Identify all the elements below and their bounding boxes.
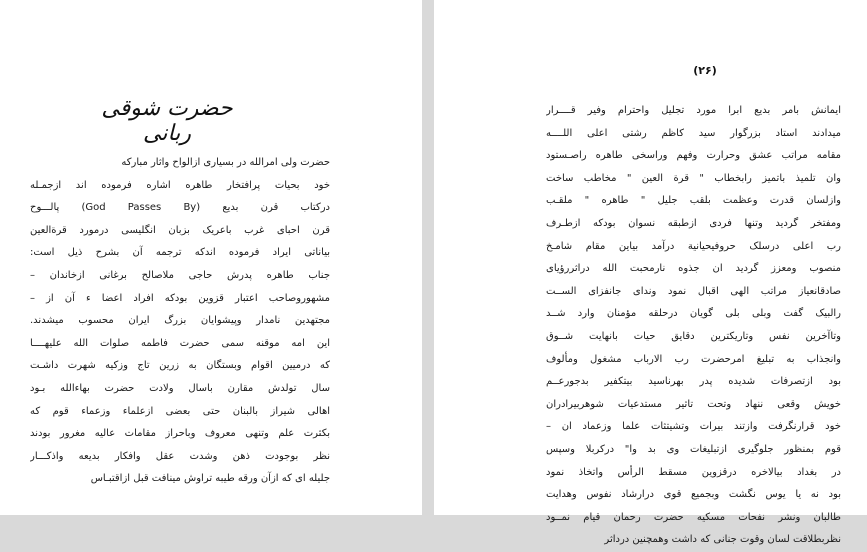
right-page-text-line: رالبیک گفت وبلی بلی گویان درحلقه مؤمنان وارد شــد (546, 308, 841, 320)
left-page (0, 0, 422, 515)
left-page-text-line: بکثرت علم وتنهی معروف وباحراز مقامات عالیه مغرور بودند (30, 428, 330, 440)
left-page-text-line: سال تولدش مقارن باسال ولادت حضرت بهاءالله بـود (30, 382, 330, 394)
left-page-body (30, 152, 330, 491)
left-page-text-line: جناب طاهره پدرش حاجی ملاصالح برغانی ازخاندان – (30, 269, 330, 281)
right-page-text-line: وانجذاب به تبلیغ امرحضرت رب الارباب مشغول ومألوف (546, 353, 841, 365)
right-page-text-line: طالبان ونشر نفحات مسکیه حضرت رحمان قیام نمــود (546, 511, 841, 523)
right-page-text-line: مقامه مراتب عشق وحرارت وفهم وراسخی طاهره راصـستود (546, 150, 841, 162)
right-page-text-line: در بغداد بیالاخره درقزوین مسقط الرأس واتخاذ نمود (546, 466, 841, 478)
left-page-text-line: حضرت ولی امرالله در بسیاری ازالواح واثار مبارکه (121, 157, 330, 168)
right-page-text-line: خود قرارنگرفت وازتند بیرات وتشیتثات علما وزعماد ان – (546, 421, 841, 433)
page-number: (۲۶) (693, 64, 717, 77)
left-page-text-line: قرن احبای غرب باعریک بزبان انگلیسی درمورد قرةالعین (30, 224, 330, 236)
left-page-text-line: جلیله ای که ازآن ورقه طیبه تراوش مینافت قبل ازاقتبـاس (90, 473, 330, 485)
right-page-text-line: وان تلمیذ باتمیز رابخطاب " قرة العین " مخاطب ساخت (546, 172, 841, 184)
right-page-body (546, 100, 841, 552)
left-page-text-line: مشهوروصاحب اعتبار قزوین بودکه افراد اعضا ء آن از – (30, 292, 330, 304)
right-page-text-line: ایمانش بامر بدیع ابرا مورد تجلیل واحترام وفیر قــــرار (546, 105, 841, 116)
left-page-text-line: مجتهدین نامدار وپیشوایان بزرگ ایران محسوب میشدند. (30, 315, 330, 327)
right-page-text-line: بود نه یا یوس نگشت وبجمیع قوی درارشاد نفوس وهدایت (546, 489, 841, 501)
right-page-text-line: رب اعلی درسلک حروفیحیانیة درآمد بیاین مقام شامـخ (546, 240, 841, 252)
left-page-text-line: اهالی شیراز بالبنان حتی بعضی ازعلماء وزعماء قوم که (30, 405, 330, 417)
left-page-text-line: نظر بوجودت ذهن وشدت عقل وافکار بدیعه واذکـــار (30, 450, 330, 462)
right-page-text-line: منصوب ومعزز گردید ان جذوه نارمحبت الله دراثررؤیای (546, 263, 841, 275)
right-page-text-line: قوم بمنظور جلوگیری ازتبلیغات وی بد وا" درکربلا وسپس (546, 443, 841, 455)
left-page-text-line: این امه موقنه سمی حضرت فاطمه صلوات الله علیهــــا (30, 337, 330, 349)
book-gutter (422, 0, 434, 515)
right-page-text-line: ومفتخر گردید وتنها فردی ازطبقه نسوان بودکه ازطـرف (546, 217, 841, 229)
page-title: حضرت شوقی ربانی (101, 96, 233, 146)
right-page-text-line: وازلسان قدرت وعظمت بلقب جلیل " طاهره " ملقـب (546, 195, 841, 207)
left-page-text-line: بیاناتی ایراد فرموده اندکه ترجمه آن بشرح ذیل است: (30, 247, 330, 259)
left-page-text-line: خود بحیات پرافتخار طاهره اشاره فرموده اند ازجمـله (30, 179, 330, 191)
right-page-text-line: صادقانعیاز مراتب الهی اقبال نمود وندای جانفزای الســت (546, 285, 841, 297)
right-page-text-line: بود ازتصرفات شدیده پدر بهرناسید بیتکفیر بدجورعــم (546, 376, 841, 388)
left-page-text-line: درکتاب قرن بدیع (God Passes By) پالـــوح (30, 202, 330, 214)
right-page-text-line: وتاآخرین نفس وتاریکترین دقایق حیات بانهایت شــوق (546, 330, 841, 342)
right-page-text-line: میدادند استاد بزرگوار سید کاظم رشتی اعلی اللــــه (546, 127, 841, 139)
right-page-text-line: نظربطلاقت لسان وقوت جنانی که داشت وهمچنین درداثر (604, 534, 841, 546)
left-page-text-line: که درمیین اقوام وبستگان به زرین تاج وزکیه شهرت داشـت (30, 360, 330, 372)
right-page-text-line: خویش وقعی ننهاد وتحت تاثیر مستدعیات شوهربیرادران (546, 398, 841, 410)
